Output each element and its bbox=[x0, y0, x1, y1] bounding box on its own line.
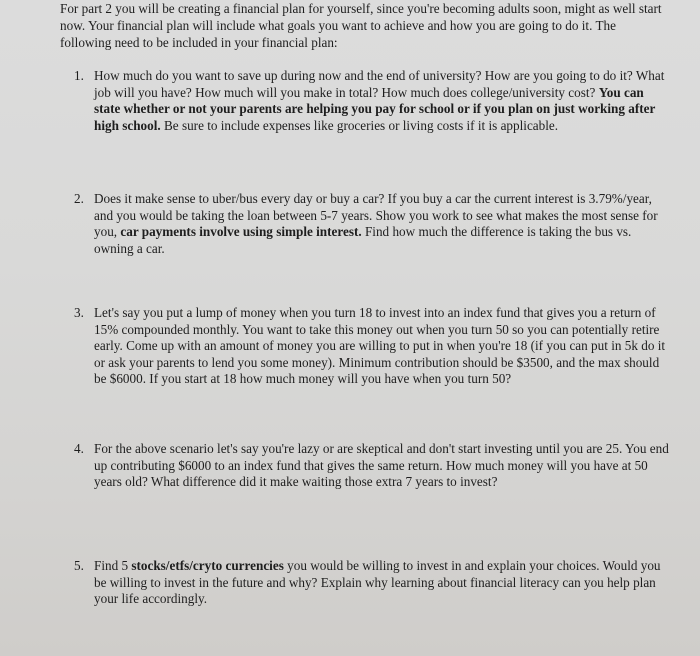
question-text-part: Be sure to include expenses like groceries or living costs if it is applicable. bbox=[160, 117, 559, 133]
question-number: 5. bbox=[74, 558, 84, 573]
question-number: 1. bbox=[74, 68, 84, 83]
question-number: 2. bbox=[74, 191, 84, 206]
question-text: For the above scenario let's say you're lazy or are skeptical and don't start investing until you are 25. You end up contributing $6000 to an index fund that gives the same return. How much money will you have at 50 years old? What difference did it make waiting those extra 7 years to invest? bbox=[94, 441, 669, 489]
question-5 bbox=[74, 558, 670, 608]
question-text-part: Find how much the difference is taking the bus vs. owning a car. bbox=[94, 224, 632, 256]
question-number: 4. bbox=[74, 441, 84, 456]
question-4 bbox=[74, 441, 670, 491]
question-text-part: Does it make sense to uber/bus every day or buy a car? If you buy a car the current interest is 3.79%/year, and you would be taking the loan between 5-7 years. Show you work to see what makes the most sense for you, bbox=[94, 191, 658, 239]
question-text bbox=[94, 558, 670, 608]
question-number: 3. bbox=[74, 305, 84, 320]
question-text-part: you would be willing to invest in and explain your choices. Would you be willing to invest in the future and why? Explain why learning about financial literacy can you help plan your life accordingly. bbox=[94, 558, 661, 606]
question-text-part: How much do you want to save up during now and the end of university? How are you going to do it? What job will you have? How much will you make in total? How much does college/university cost? bbox=[94, 68, 665, 100]
question-3 bbox=[74, 305, 670, 388]
question-bold-text: car payments involve using simple interest. bbox=[120, 224, 362, 239]
question-bold-text: You can state whether or not your parents are helping you pay for school or if you plan on just working after high school. bbox=[94, 84, 656, 133]
question-1 bbox=[74, 68, 670, 134]
question-text bbox=[94, 191, 670, 257]
question-text-part: Find 5 bbox=[94, 558, 132, 573]
question-2 bbox=[74, 191, 670, 257]
question-text bbox=[94, 68, 670, 134]
question-bold-text: stocks/etfs/cryto currencies bbox=[131, 558, 284, 573]
intro-paragraph: For part 2 you will be creating a financial plan for yourself, since you're becoming adults soon, might as well start now. Your financial plan will include what goals you want to achieve and how you are going to do it. The following need to be included in your financial plan: bbox=[60, 1, 662, 50]
question-text: Let's say you put a lump of money when you turn 18 to invest into an index fund that gives you a return of 15% compounded monthly. You want to take this money out when you turn 50 so you can potentially retire early. Come up with an amount of money you are willing to put in when you're 18 (if you can put in 5k do it or ask your parents to lend you some money). Minimum contribution should be $3500, and the max should be $6000. If you start at 18 how much money will you have when you turn 50? bbox=[94, 305, 666, 386]
